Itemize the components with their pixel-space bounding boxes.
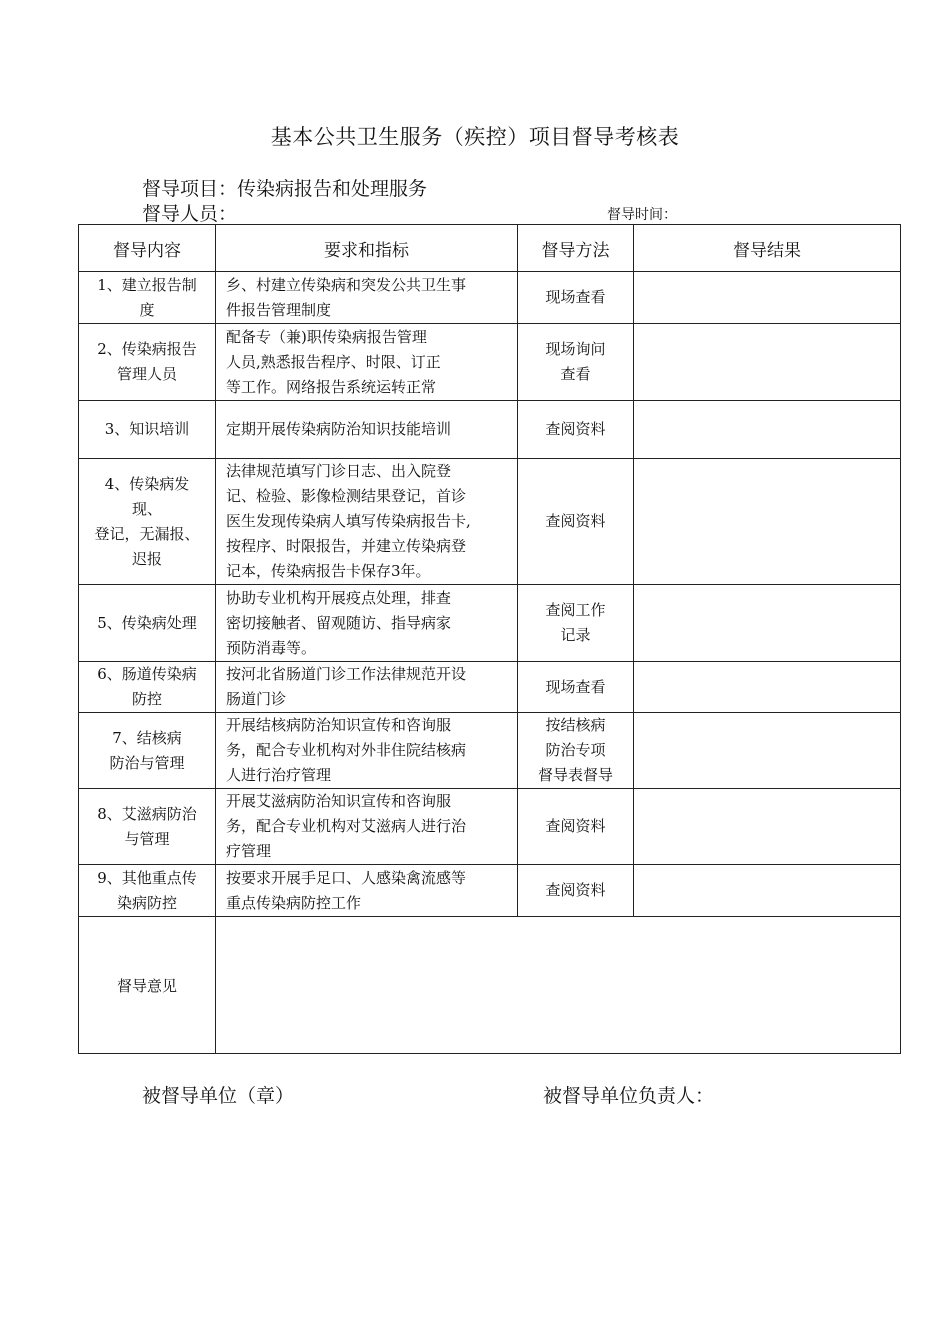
result-cell[interactable] [634,324,901,401]
method-cell [518,324,634,401]
content-cell-line: 3、知识培训 [104,420,190,438]
requirement-cell-line: 等工作。网络报告系统运转正常 [226,377,437,396]
requirement-cell-line: 定期开展传染病防治知识技能培训 [226,420,452,438]
content-cell [79,272,216,324]
requirement-cell-line: 记本，传染病报告卡保存3年。 [226,562,431,580]
header-method: 督导方法 [518,225,634,272]
inspected-unit-head: 被督导单位负责人： [543,1085,715,1107]
content-cell-line: 登记，无漏报、 [94,524,200,543]
requirement-cell-line: 配备专（兼)职传染病报告管理 [226,327,427,346]
table-row [79,713,901,789]
requirement-cell-line: 重点传染病防控工作 [226,893,362,912]
method-cell-line: 查阅资料 [545,817,606,835]
header-result: 督导结果 [634,225,901,272]
content-cell-line: 5、传染病处理 [97,613,197,632]
requirement-cell [216,713,518,789]
content-cell [79,459,216,585]
content-cell [79,585,216,662]
content-cell-line: 8、艾滋病防治 [97,804,197,823]
opinion-field[interactable] [216,917,901,1054]
requirement-cell-line: 医生发现传染病人填写传染病报告卡, [226,512,471,530]
inspection-table [78,224,901,1054]
table-row [79,789,901,865]
content-cell [79,662,216,713]
table-row [79,459,901,585]
result-cell[interactable] [634,713,901,789]
requirement-cell [216,459,518,585]
requirement-cell-line: 人员,熟悉报告程序、时限、订正 [226,352,441,371]
requirement-cell-line: 法律规范填写门诊日志、出入院登 [226,462,452,480]
content-cell-line: 现、 [131,499,162,518]
table-header-row [79,225,901,272]
content-cell [79,324,216,401]
requirement-cell [216,272,518,324]
content-cell-line: 1、建立报告制 [97,275,197,294]
requirement-cell-line: 按河北省肠道门诊工作法律规范开设 [226,665,467,683]
result-cell[interactable] [634,865,901,917]
content-cell-line: 迟报 [131,549,162,568]
method-cell [518,865,634,917]
result-cell[interactable] [634,272,901,324]
content-cell-line: 染病防控 [116,893,177,912]
method-cell-line: 督导表督导 [537,766,613,784]
method-cell-line: 现场查看 [545,288,606,306]
requirement-cell [216,585,518,662]
method-cell-line: 防治专项 [545,741,606,759]
content-cell [79,789,216,865]
requirement-cell-line: 乡、村建立传染病和突发公共卫生事 [226,275,467,294]
requirement-cell [216,324,518,401]
method-cell [518,459,634,585]
content-cell-line: 6、肠道传染病 [97,665,197,683]
content-cell-line: 度 [139,300,155,319]
table-row [79,272,901,324]
result-cell[interactable] [634,789,901,865]
table-row [79,324,901,401]
content-cell-line: 与管理 [124,829,170,848]
requirement-cell [216,401,518,459]
method-cell-line: 查阅工作 [545,601,606,619]
opinion-label: 督导意见 [79,917,216,1054]
method-cell [518,585,634,662]
method-cell [518,401,634,459]
requirement-cell-line: 按程序、时限报告，并建立传染病登 [226,537,467,555]
requirement-cell-line: 密切接触者、留观随访、指导病家 [226,613,452,632]
result-cell[interactable] [634,585,901,662]
requirement-cell [216,662,518,713]
result-cell[interactable] [634,459,901,585]
method-cell [518,272,634,324]
method-cell [518,713,634,789]
table-row [79,865,901,917]
requirement-cell-line: 记、检验、影像检测结果登记，首诊 [226,487,467,505]
method-cell-line: 查阅资料 [545,512,606,530]
content-cell-line: 4、传染病发 [104,474,190,493]
requirement-cell-line: 件报告管理制度 [226,300,332,319]
content-cell [79,713,216,789]
method-cell [518,789,634,865]
inspected-unit-seal: 被督导单位（章） [142,1085,295,1107]
table-row [79,401,901,459]
content-cell-line: 防治与管理 [109,753,185,772]
requirement-cell [216,865,518,917]
content-cell [79,865,216,917]
inspection-time-line: 督导时间： [607,207,677,223]
method-cell [518,662,634,713]
content-cell-line: 防控 [131,690,162,708]
requirement-cell-line: 开展结核病防治知识宣传和咨询服 [226,716,452,734]
result-cell[interactable] [634,662,901,713]
content-cell-line: 管理人员 [116,365,177,383]
requirement-cell-line: 疗管理 [226,842,272,860]
header-requirement: 要求和指标 [216,225,518,272]
method-cell-line: 查阅资料 [545,881,606,899]
method-cell-line: 查看 [560,365,591,383]
method-cell-line: 现场查看 [545,677,606,696]
document-title: 基本公共卫生服务（疾控）项目督导考核表 [270,125,680,149]
header-content: 督导内容 [79,225,216,272]
method-cell-line: 查阅资料 [545,420,606,438]
requirement-cell-line: 肠道门诊 [226,690,287,708]
result-cell[interactable] [634,401,901,459]
content-cell-line: 7、结核病 [112,728,182,747]
requirement-cell-line: 预防消毒等。 [226,638,317,657]
opinion-row [79,917,901,1054]
requirement-cell-line: 务，配合专业机构对艾滋病人进行治 [226,817,467,835]
content-cell [79,401,216,459]
method-cell-line: 按结核病 [545,716,606,734]
method-cell-line: 现场询问 [545,340,606,358]
requirement-cell-line: 务，配合专业机构对外非住院结核病 [226,741,467,759]
requirement-cell-line: 人进行治疗管理 [226,766,332,784]
requirement-cell-line: 开展艾滋病防治知识宣传和咨询服 [226,792,452,810]
requirement-cell [216,789,518,865]
table-row [79,662,901,713]
requirement-cell-line: 按要求开展手足口、人感染禽流感等 [226,868,467,887]
table-row [79,585,901,662]
table-body [79,272,901,917]
project-line: 督导项目：传染病报告和处理服务 [142,178,428,200]
inspectors-line: 督导人员： [142,203,238,225]
requirement-cell-line: 协助专业机构开展疫点处理，排查 [226,588,452,607]
content-cell-line: 2、传染病报告 [97,340,197,358]
method-cell-line: 记录 [560,626,591,644]
content-cell-line: 9、其他重点传 [97,868,197,887]
